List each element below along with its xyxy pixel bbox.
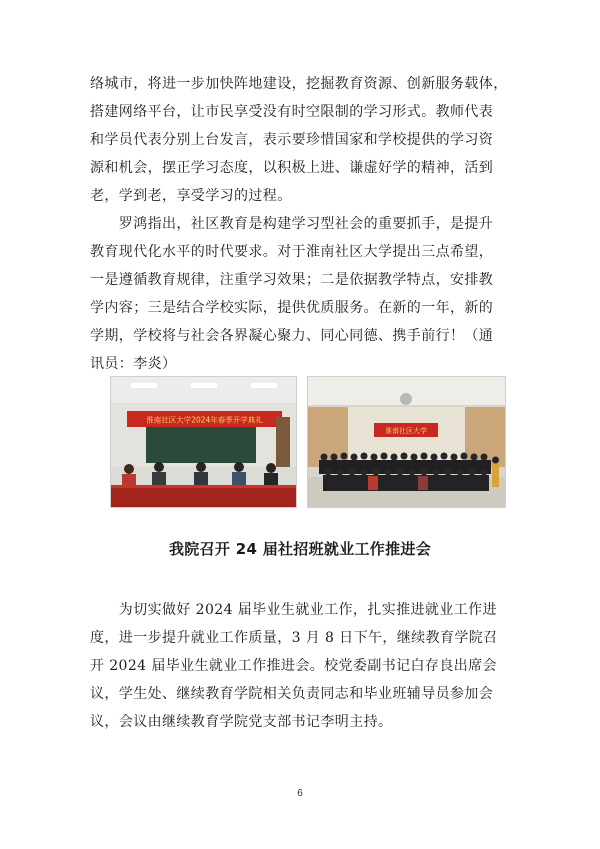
text-line: 搭建网络平台，让市民享受没有时空限制的学习形式。教师代表 <box>90 104 494 120</box>
page-number: 6 <box>297 788 303 799</box>
text-line: 学期，学校将与社会各界凝心聚力、同心同德、携手前行！（通 <box>90 328 494 344</box>
paragraph-employment-meeting <box>90 596 510 736</box>
text-line: 度，进一步提升就业工作质量，3 月 8 日下午，继续教育学院召 <box>90 630 498 646</box>
text-line: 开 2024 届毕业生就业工作推进会。校党委副书记白存良出席会 <box>90 658 497 674</box>
article-headline: 我院召开 24 届社招班就业工作推进会 <box>168 540 432 558</box>
text-line: 老，学到老，享受学习的过程。 <box>90 188 292 204</box>
text-line: 教育现代化水平的时代要求。对于淮南社区大学提出三点希望， <box>90 244 494 260</box>
banner-text: 淮南社区大学2024年春季开学典礼 <box>146 415 263 425</box>
text-line: 学内容；三是结合学校实际，提供优质服务。在新的一年，新的 <box>90 300 494 316</box>
text-line: 源和机会，摆正学习态度，以积极上进、谦虚好学的精神，活到 <box>90 160 494 176</box>
text-line: 议，会议由继续教育学院党支部书记李明主持。 <box>90 714 393 730</box>
text-line: 讯员：李炎） <box>90 356 177 372</box>
group-photo-drawing <box>308 377 505 507</box>
sign-text: 淮南社区大学 <box>385 427 427 435</box>
ceremony-photo-drawing <box>111 377 296 507</box>
paragraph-luo-hong-remarks <box>90 210 510 378</box>
paragraph-opening-continued <box>90 70 510 210</box>
text-line: 议，学生处、继续教育学院相关负责同志和毕业班辅导员参加会 <box>90 686 494 702</box>
text-line: 罗鸿指出，社区教育是构建学习型社会的重要抓手，是提升 <box>90 216 494 232</box>
text-line: 一是遵循教育规律，注重学习效果；二是依据教学特点，安排教 <box>90 272 494 288</box>
group-photo <box>307 376 506 508</box>
text-line: 为切实做好 2024 届毕业生就业工作，扎实推进就业工作进 <box>90 602 497 618</box>
text-line: 和学员代表分别上台发言，表示要珍惜国家和学校提供的学习资 <box>90 132 494 148</box>
text-line: 络城市，将进一步加快阵地建设，挖掘教育资源、创新服务载体， <box>90 76 508 92</box>
opening-ceremony-photo <box>110 376 297 508</box>
